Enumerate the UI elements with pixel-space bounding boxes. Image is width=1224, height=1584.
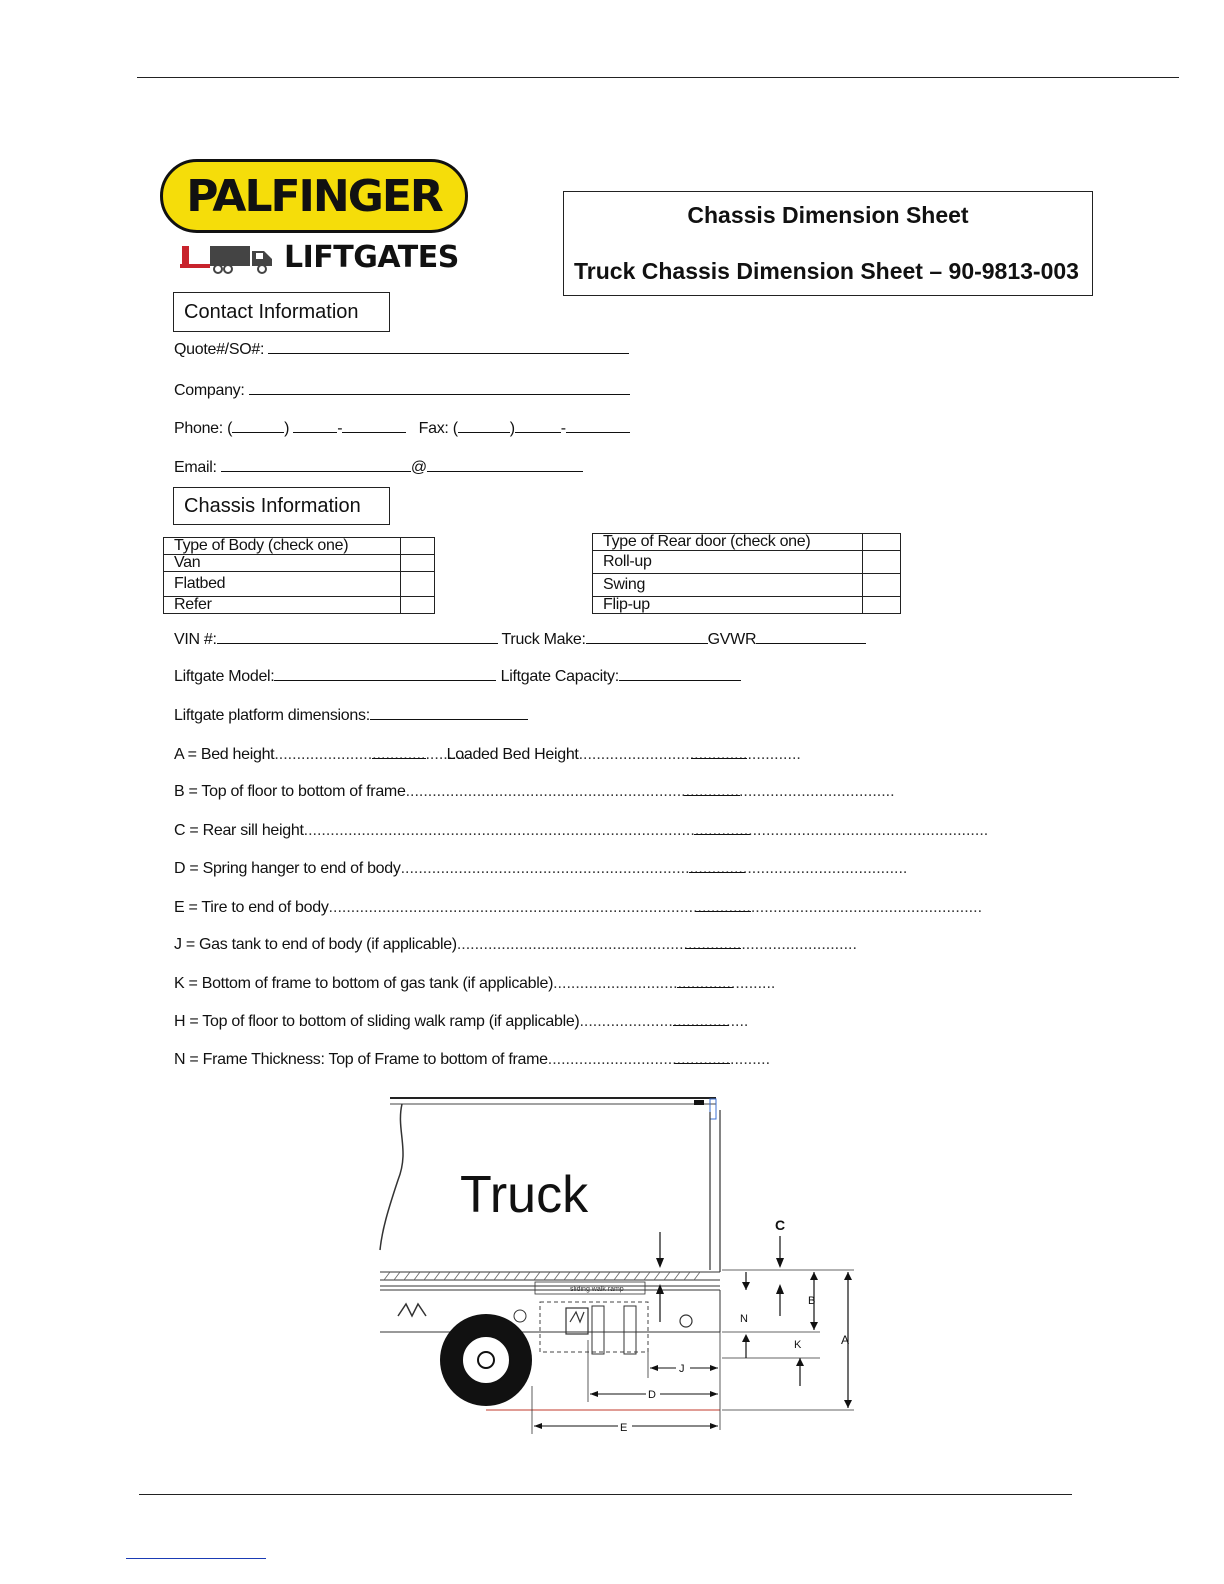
table-row <box>164 572 435 597</box>
chassis-heading <box>173 487 390 525</box>
table-row <box>164 597 435 614</box>
palfinger-logo <box>160 159 468 233</box>
dim-b-label: B <box>808 1295 816 1307</box>
loaded-bed-height-label: Loaded Bed Height <box>446 746 579 763</box>
dim-label-d: D = Spring hanger to end of body <box>174 860 401 877</box>
dim-row-n <box>174 1049 771 1069</box>
dot-leader: .............................................................................................................. <box>405 783 895 800</box>
truck-make-input[interactable] <box>586 629 708 644</box>
fax-prefix-input[interactable] <box>515 418 561 433</box>
refer-checkbox[interactable] <box>401 597 435 614</box>
company-input[interactable] <box>249 380 630 395</box>
dim-label-j: J = Gas tank to end of body (if applicable) <box>174 936 457 953</box>
dim-n-label: N <box>740 1313 748 1325</box>
phone-number-input[interactable] <box>342 418 406 433</box>
table-row <box>164 555 435 572</box>
platform-input[interactable] <box>370 705 528 720</box>
email-user-input[interactable] <box>221 457 411 472</box>
door-option-swing: Swing <box>593 574 863 597</box>
dim-label-k: K = Bottom of frame to bottom of gas tank (if applicable) <box>174 975 554 992</box>
truck-label: Truck <box>460 1166 589 1224</box>
email-label: Email: <box>174 459 217 476</box>
chassis-heading-text: Chassis Information <box>184 494 361 517</box>
footer-link-underline[interactable] <box>126 1558 266 1559</box>
dim-row-k <box>174 973 776 993</box>
fax-area-input[interactable] <box>458 418 510 433</box>
fax-label: Fax: <box>418 420 449 437</box>
table-row <box>593 534 901 551</box>
email-domain-input[interactable] <box>427 457 583 472</box>
liftgate-model-label: Liftgate Model: <box>174 668 275 685</box>
body-option-refer: Refer <box>164 597 401 614</box>
contact-heading-text: Contact Information <box>184 300 359 323</box>
dot-leader: .................................................................................................................. <box>400 860 908 877</box>
flipup-checkbox[interactable] <box>863 597 901 614</box>
contact-heading <box>173 292 390 332</box>
swing-checkbox[interactable] <box>863 574 901 597</box>
dot-leader: .......................................................................................................................................................... <box>303 822 989 839</box>
dot-leader: .................................................. <box>547 1051 771 1068</box>
sheet-subtitle: Truck Chassis Dimension Sheet – 90-9813-003 <box>574 258 1079 284</box>
body-type-header: Type of Body (check one) <box>164 538 401 555</box>
fax-number-input[interactable] <box>566 418 630 433</box>
flatbed-checkbox[interactable] <box>401 572 435 597</box>
dim-label-c: C = Rear sill height <box>174 822 304 839</box>
dim-input-h[interactable] <box>673 1011 729 1026</box>
dot-leader: .................................................. <box>553 975 776 992</box>
body-type-table <box>163 537 435 614</box>
dot-leader: ...................................... <box>579 1013 749 1030</box>
vin-input[interactable] <box>217 629 498 644</box>
dim-input-b[interactable] <box>684 781 740 796</box>
dim-row-e <box>174 897 983 917</box>
table-row <box>593 574 901 597</box>
rear-door-table <box>592 533 901 614</box>
dim-row-h <box>174 1011 749 1031</box>
ramp-label: sliding walk ramp <box>570 1286 624 1293</box>
dim-k-label: K <box>794 1339 802 1351</box>
dim-c-label: C <box>775 1217 786 1233</box>
paren: ) <box>509 420 515 437</box>
rollup-checkbox[interactable] <box>863 551 901 574</box>
truck-dimension-diagram <box>370 1090 870 1440</box>
vin-row <box>174 629 866 649</box>
gvwr-input[interactable] <box>756 629 866 644</box>
dim-label-a: A = Bed height <box>174 746 275 763</box>
dot-leader: .......................................................................................... <box>456 936 857 953</box>
paren: ( <box>452 420 458 437</box>
body-option-flatbed: Flatbed <box>164 572 401 597</box>
at-sign: @ <box>410 459 427 476</box>
dash: - <box>337 420 343 437</box>
dim-input-j[interactable] <box>685 934 741 949</box>
body-option-van: Van <box>164 555 401 572</box>
phone-area-input[interactable] <box>232 418 284 433</box>
table-row <box>593 551 901 574</box>
dim-row-b <box>174 781 895 801</box>
truck-make-label: Truck Make: <box>501 631 586 648</box>
liftgate-truck-icon <box>180 240 276 276</box>
email-row <box>174 457 583 477</box>
dim-input-k[interactable] <box>677 973 733 988</box>
header-box <box>401 538 435 555</box>
dim-label-n: N = Frame Thickness: Top of Frame to bottom of frame <box>174 1051 548 1068</box>
dim-input-n[interactable] <box>674 1049 730 1064</box>
phone-fax-row <box>174 418 630 438</box>
header-box <box>863 534 901 551</box>
dim-label-b: B = Top of floor to bottom of frame <box>174 783 406 800</box>
logo-brand-text: PALFINGER <box>186 170 442 222</box>
phone-label: Phone: <box>174 420 223 437</box>
dim-a-label: A <box>841 1333 850 1347</box>
liftgate-capacity-input[interactable] <box>619 666 741 681</box>
dim-label-e: E = Tire to end of body <box>174 899 329 916</box>
platform-row <box>174 705 528 725</box>
paren: ) <box>284 420 290 437</box>
dim-row-j <box>174 934 857 954</box>
quote-label: Quote#/SO#: <box>174 341 265 358</box>
header-rule <box>137 77 1179 78</box>
phone-prefix-input[interactable] <box>293 418 337 433</box>
liftgate-capacity-label: Liftgate Capacity: <box>500 668 619 685</box>
dim-row-c <box>174 820 989 840</box>
dim-label-h: H = Top of floor to bottom of sliding walk ramp (if applicable) <box>174 1013 580 1030</box>
bed-height-input[interactable] <box>372 744 426 759</box>
paren: ( <box>227 420 233 437</box>
dim-row-d <box>174 858 908 878</box>
dim-j-label: J <box>679 1363 685 1375</box>
loaded-bed-height-input[interactable] <box>691 744 747 759</box>
dim-input-e[interactable] <box>695 897 751 912</box>
footer-rule <box>139 1494 1072 1495</box>
quote-row <box>174 339 629 359</box>
dim-row-a <box>174 744 801 764</box>
liftgate-model-input[interactable] <box>274 666 496 681</box>
gvwr-label: GVWR <box>707 631 757 648</box>
liftgate-model-row <box>174 666 741 686</box>
sheet-title: Chassis Dimension Sheet <box>687 202 969 228</box>
table-row <box>164 538 435 555</box>
dim-input-c[interactable] <box>694 820 750 835</box>
van-checkbox[interactable] <box>401 555 435 572</box>
dash: - <box>560 420 566 437</box>
title-box <box>563 191 1093 296</box>
platform-label: Liftgate platform dimensions: <box>174 707 370 724</box>
table-row <box>593 597 901 614</box>
logo-liftgates-text: LIFTGATES <box>284 240 459 275</box>
dim-e-label: E <box>620 1422 628 1434</box>
quote-input[interactable] <box>268 339 629 354</box>
dot-leader: ................................................................................................................................................... <box>328 899 983 916</box>
vin-label: VIN #: <box>174 631 217 648</box>
dim-input-d[interactable] <box>689 858 745 873</box>
door-option-rollup: Roll-up <box>593 551 863 574</box>
company-row <box>174 380 630 400</box>
rear-door-header: Type of Rear door (check one) <box>593 534 863 551</box>
dot-leader: .................................................. <box>578 746 801 763</box>
dot-leader: ............................................ <box>274 746 470 763</box>
dim-d-label: D <box>648 1389 656 1401</box>
company-label: Company: <box>174 382 245 399</box>
door-option-flipup: Flip-up <box>593 597 863 614</box>
